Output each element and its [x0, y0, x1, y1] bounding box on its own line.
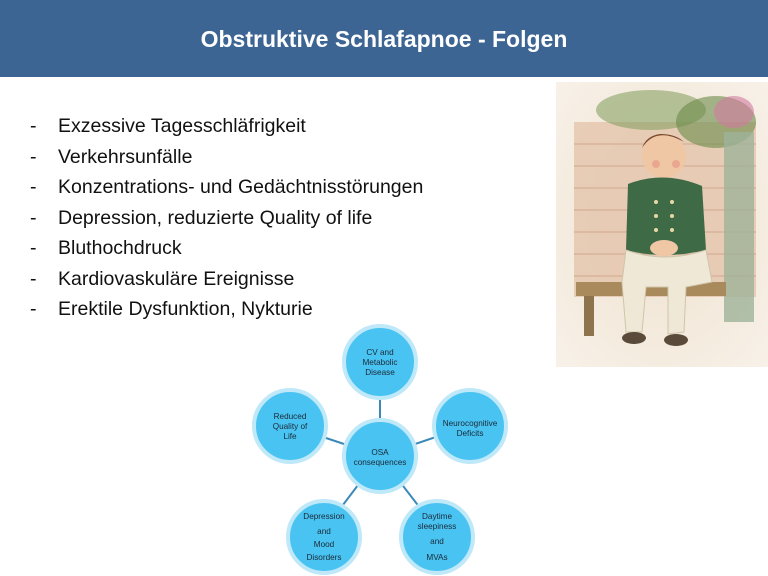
node-label: Mood: [313, 540, 335, 549]
node-label: and: [317, 527, 331, 536]
node-label: Depression: [303, 512, 345, 521]
node-label: sleepiness: [417, 522, 457, 531]
bullet-text: Konzentrations- und Gedächtnisstörungen: [58, 176, 424, 198]
node-label: Daytime: [421, 512, 453, 521]
node-depression-mood: [288, 501, 360, 573]
node-label: OSA: [371, 448, 389, 457]
node-label: Life: [283, 432, 297, 441]
node-label: Neurocognitive: [442, 419, 498, 428]
node-center: [344, 420, 416, 492]
node-label: CV and: [366, 348, 394, 357]
node-label: Disease: [365, 368, 395, 377]
node-label: Deficits: [456, 429, 484, 438]
slide-title: Obstruktive Schlafapnoe - Folgen: [200, 26, 568, 52]
bullet-text: Bluthochdruck: [58, 237, 182, 259]
node-label: Quality of: [272, 422, 308, 431]
node-label: Metabolic: [362, 358, 398, 367]
node-label: MVAs: [426, 553, 448, 562]
sleeping-boy-illustration: [556, 82, 768, 367]
node-reduced-quality: [254, 390, 326, 462]
node-label: consequences: [353, 458, 407, 467]
bullet-dash: -: [30, 267, 37, 290]
bullet-text: Erektile Dysfunktion, Nykturie: [58, 298, 313, 320]
node-cv-metabolic: [344, 326, 416, 398]
list-item: [30, 295, 423, 326]
list-item: [30, 112, 423, 143]
title-bar: [0, 0, 768, 77]
osa-consequences-diagram: [250, 322, 510, 576]
list-item: [30, 204, 423, 235]
node-neurocognitive: [434, 390, 506, 462]
list-item: [30, 234, 423, 265]
bullet-dash: -: [30, 206, 37, 229]
bullet-dash: -: [30, 237, 37, 259]
list-item: [30, 143, 423, 174]
node-label: Disorders: [306, 553, 342, 562]
bullet-dash: -: [30, 298, 37, 320]
bullet-text: Depression, reduzierte Quality of life: [58, 206, 373, 229]
consequences-list: [30, 112, 423, 326]
list-item: [30, 173, 423, 204]
bullet-dash: -: [30, 115, 37, 137]
bullet-text: Verkehrsunfälle: [58, 145, 193, 168]
bullet-text: Kardiovaskuläre Ereignisse: [58, 267, 295, 290]
node-label: and: [430, 537, 444, 546]
list-item: [30, 265, 423, 296]
bullet-dash: -: [30, 145, 37, 168]
node-daytime-sleepiness: [401, 501, 473, 573]
bullet-text: Exzessive Tagesschläfrigkeit: [58, 115, 306, 137]
bullet-dash: -: [30, 176, 37, 198]
node-label: Reduced: [273, 412, 307, 421]
